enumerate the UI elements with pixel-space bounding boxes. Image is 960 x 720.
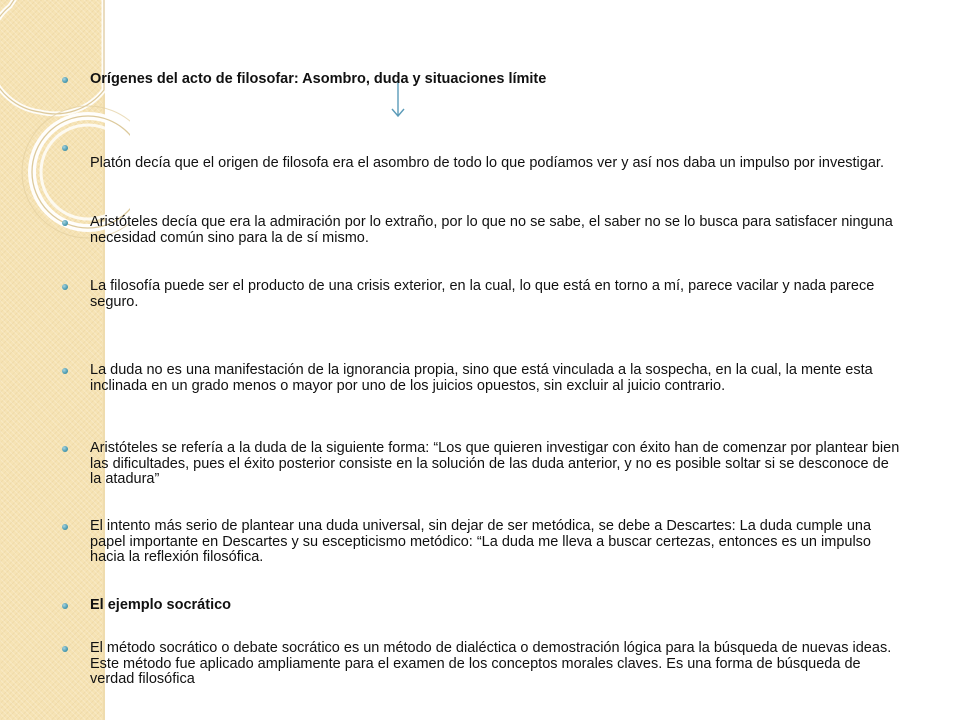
bullet-item: [90, 598, 900, 614]
bullet-icon: [62, 603, 68, 609]
bullet-item: [90, 72, 900, 88]
bullet-text: Aristóteles decía que era la admiración por lo extraño, por lo que no se sabe, el saber no se lo busca para satisfacer ninguna necesidad común sino para la de sí mismo.: [90, 214, 893, 246]
bullet-item: [90, 215, 900, 246]
bullet-icon: [62, 77, 68, 83]
bullet-item: [90, 140, 900, 171]
bullet-text: La filosofía puede ser el producto de una crisis exterior, en la cual, lo que está en torno a mí, parece vacilar y nada parece seguro.: [90, 278, 875, 310]
bullet-icon: [62, 524, 68, 530]
bullet-icon: [62, 284, 68, 290]
bullet-item: [90, 519, 900, 566]
bullet-text: El ejemplo socrático: [90, 597, 232, 613]
bullet-text: El intento más serio de plantear una duda universal, sin dejar de ser metódica, se debe a Descartes: La duda cumple una papel importante en Descartes y su escepticismo metódico: “La duda me lleva a buscar certezas, entonces es un impulso hacia la reflexión filosófica.: [90, 518, 872, 565]
bullet-item: [90, 441, 900, 488]
bullet-item: [90, 641, 900, 688]
bullet-icon: [62, 220, 68, 226]
bullet-item: [90, 363, 900, 394]
bullet-icon: [62, 145, 68, 151]
bullet-text: La duda no es una manifestación de la ignorancia propia, sino que está vinculada a la sospecha, en la cual, la mente esta inclinada en un grado menos o mayor por uno de los juicios opuestos, sin excluir al juicio contrario.: [90, 362, 873, 394]
bullet-text: Aristóteles se refería a la duda de la siguiente forma: “Los que quieren investigar con éxito han de comenzar por plantear bien las dificultades, pues el éxito posterior consiste en la solución de las duda anterior, y no es posible soltar si se desconoce de la atadura”: [90, 440, 900, 487]
bullet-icon: [62, 368, 68, 374]
bullet-item: [90, 279, 900, 310]
bullet-text: El método socrático o debate socrático es un método de dialéctica o demostración lógica para la búsqueda de nuevas ideas. Este método fue aplicado ampliamente para el examen de los conceptos morales claves. Es una forma de búsqueda de verdad filosófica: [90, 640, 892, 687]
bullet-text: Orígenes del acto de filosofar: Asombro, duda y situaciones límite: [90, 71, 547, 87]
bullet-text: Platón decía que el origen de filosofa era el asombro de todo lo que podíamos ver y así nos daba un impulso por investigar.: [90, 154, 884, 171]
bullet-icon: [62, 446, 68, 452]
bullet-icon: [62, 646, 68, 652]
